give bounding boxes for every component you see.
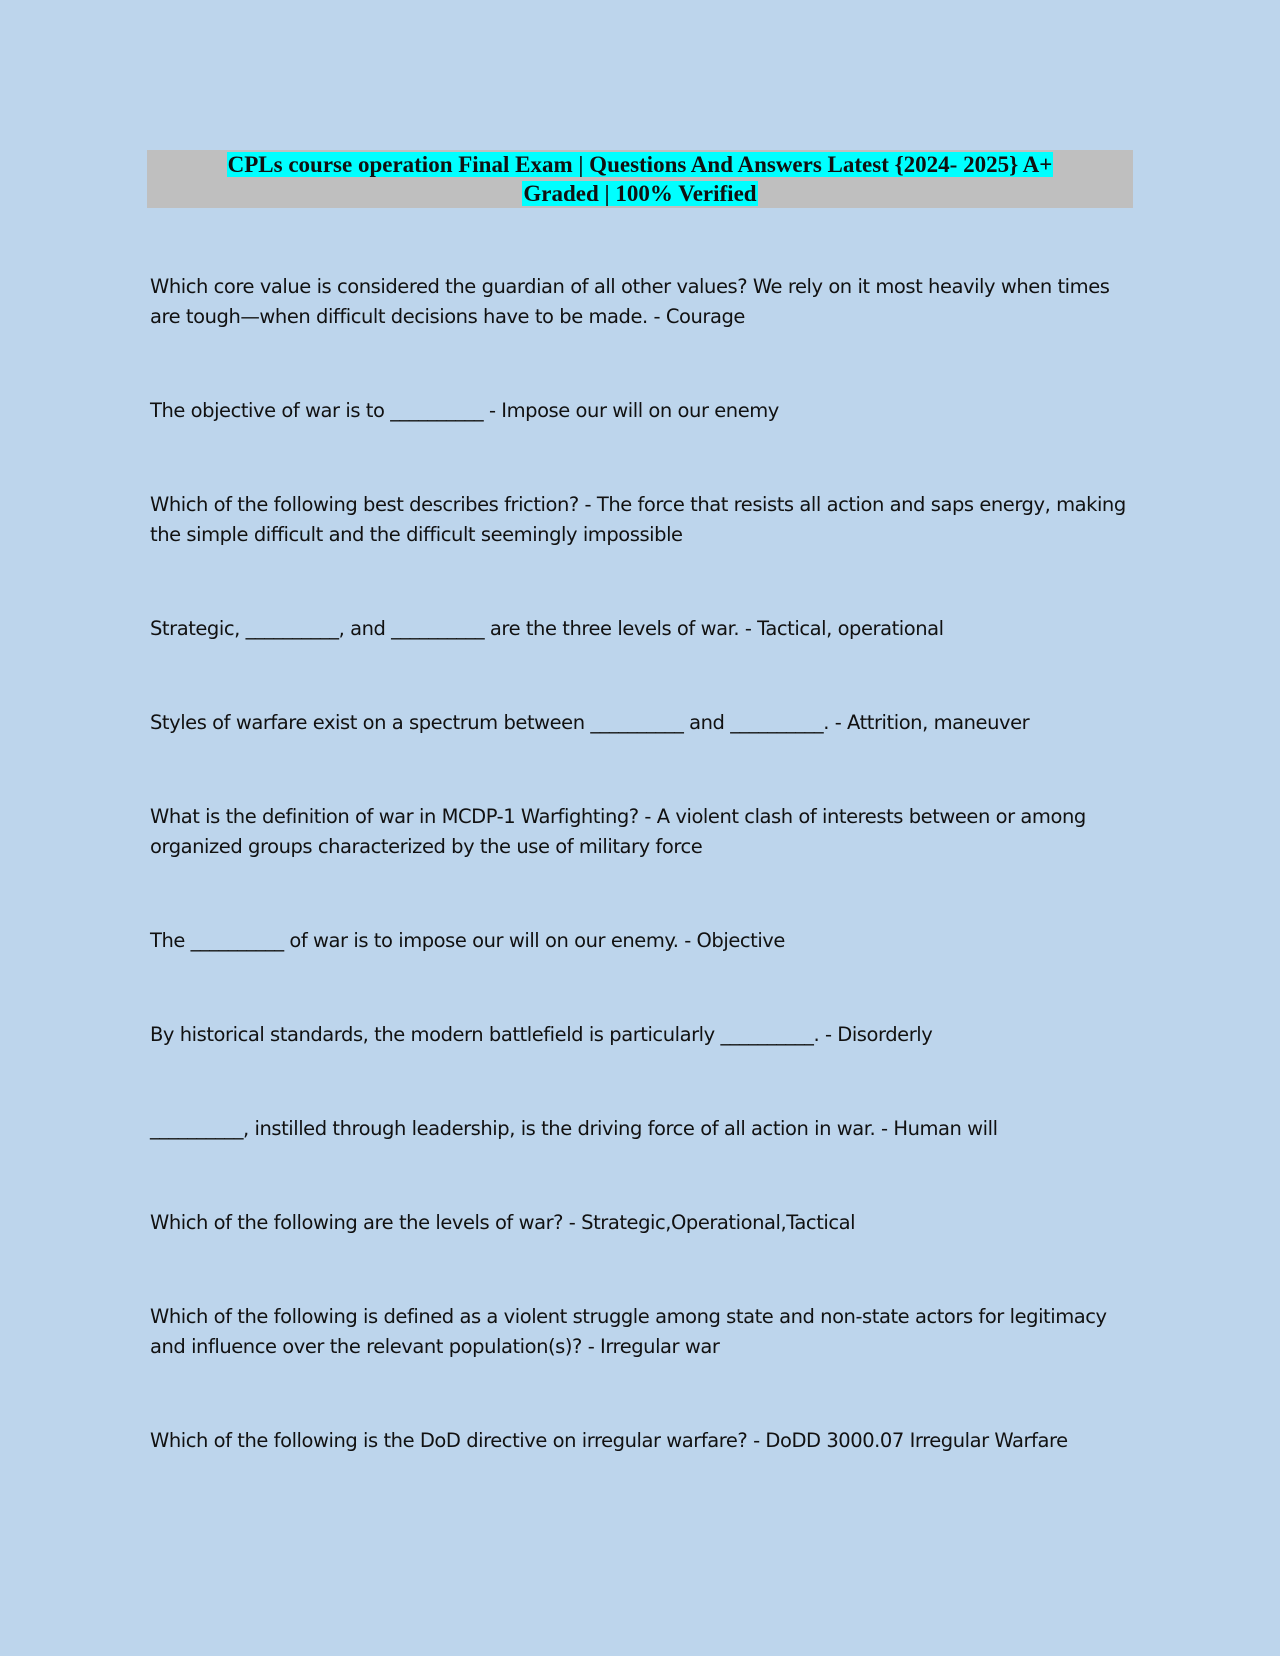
question-item: What is the definition of war in MCDP-1 Warfighting? - A violent clash of interests between or among organized groups characterized by the use of military force — [150, 805, 1086, 858]
question-item: Strategic, __________, and __________ are the three levels of war. - Tactical, operational — [150, 617, 944, 640]
question-item: Which of the following best describes friction? - The force that resists all action and saps energy, making the simple difficult and the difficult seemingly impossible — [150, 493, 1126, 546]
question-item: __________, instilled through leadership, is the driving force of all action in war. - Human will — [150, 1117, 998, 1140]
question-item: The __________ of war is to impose our will on our enemy. - Objective — [150, 929, 785, 952]
question-item: Which of the following is defined as a violent struggle among state and non-state actors for legitimacy and influence over the relevant population(s)? - Irregular war — [150, 1305, 1107, 1358]
question-item: Which core value is considered the guardian of all other values? We rely on it most heavily when times are tough—when difficult decisions have to be made. - Courage — [150, 275, 1110, 328]
document-title — [147, 150, 1133, 208]
question-item: Styles of warfare exist on a spectrum between __________ and __________. - Attrition, maneuver — [150, 711, 1030, 734]
question-item: Which of the following is the DoD directive on irregular warfare? - DoDD 3000.07 Irregular Warfare — [150, 1429, 1068, 1452]
title-line-2: Graded | 100% Verified — [523, 181, 757, 206]
question-item: The objective of war is to __________ - Impose our will on our enemy — [150, 399, 779, 422]
question-item: By historical standards, the modern battlefield is particularly __________. - Disorderly — [150, 1023, 933, 1046]
question-item: Which of the following are the levels of war? - Strategic,Operational,Tactical — [150, 1211, 856, 1234]
title-line-1: CPLs course operation Final Exam | Questions And Answers Latest {2024- 2025} A+ — [227, 152, 1053, 177]
